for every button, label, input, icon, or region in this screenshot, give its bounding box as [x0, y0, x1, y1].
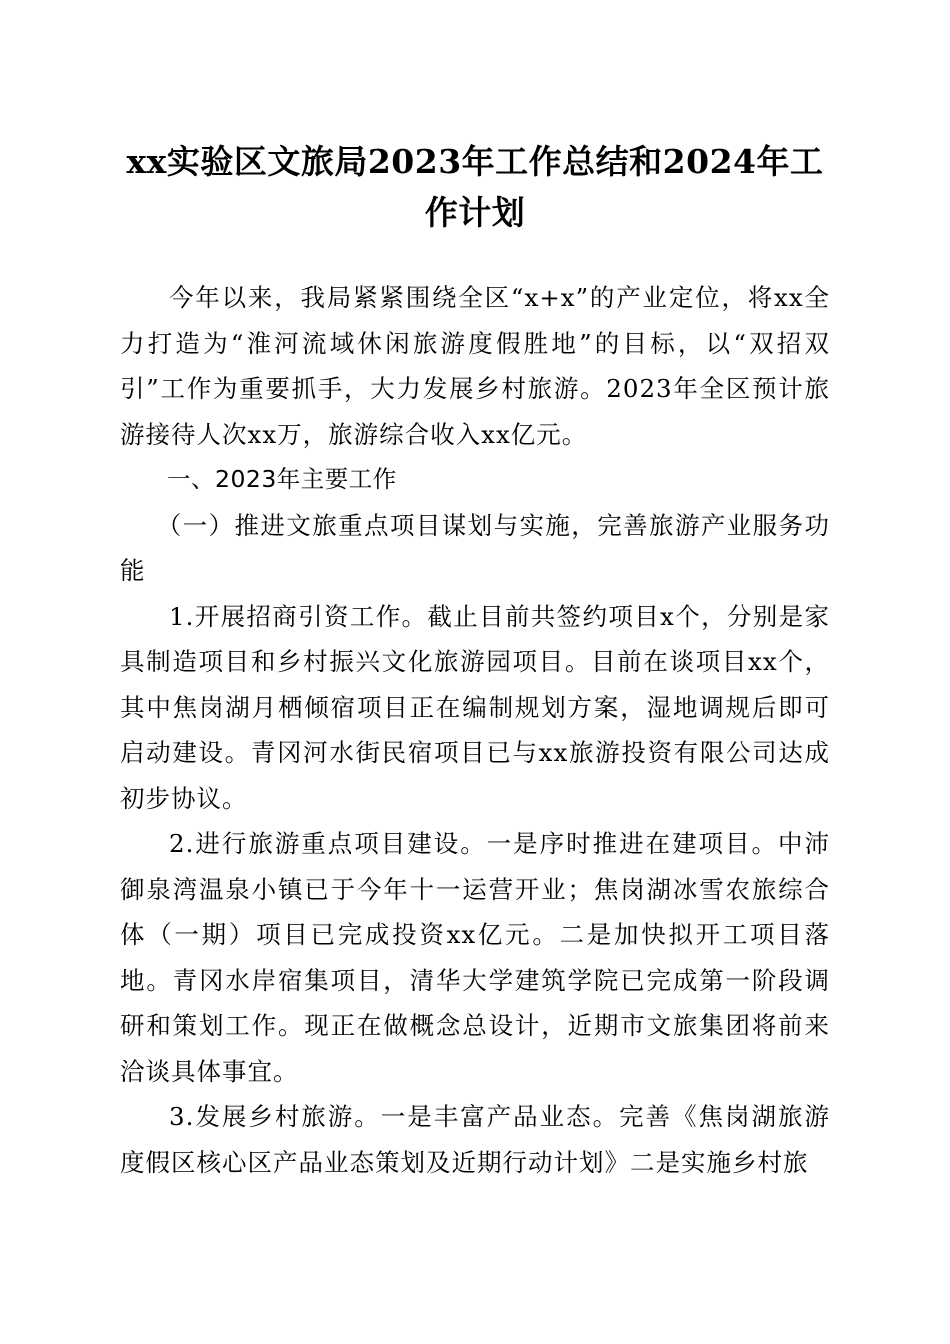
item-paragraph-1: 1.开展招商引资工作。截止目前共签约项目x个，分别是家具制造项目和乡村振兴文化旅游园项目。目前在谈项目xx个，其中焦岗湖月栖倾宿项目正在编制规划方案，湿地调规后即可启动建设。青冈河水街民宿项目已与xx旅游投资有限公司达成初步协议。 [120, 601, 830, 813]
item-paragraph-2: 2.进行旅游重点项目建设。一是序时推进在建项目。中沛御泉湾温泉小镇已于今年十一运营开业；焦岗湖冰雪农旅综合体（一期）项目已完成投资xx亿元。二是加快拟开工项目落地。青冈水岸宿集项目，清华大学建筑学院已完成第一阶段调研和策划工作。现正在做概念总设计，近期市文旅集团将前来洽谈具体事宜。 [120, 829, 830, 1086]
item-paragraph-3: 3.发展乡村旅游。一是丰富产品业态。完善《焦岗湖旅游度假区核心区产品业态策划及近期行动计划》二是实施乡村旅 [120, 1102, 830, 1177]
subsection-heading: （一）推进文旅重点项目谋划与实施，完善旅游产业服务功能 [120, 510, 830, 585]
section-heading: 一、2023年主要工作 [167, 465, 397, 493]
document-title [100, 136, 850, 238]
title-line-2: 作计划 [424, 193, 526, 232]
title-line-1: xx实验区文旅局2023年工作总结和2024年工 [126, 142, 824, 181]
document-body [120, 275, 830, 1185]
intro-paragraph: 今年以来，我局紧紧围绕全区“x+x”的产业定位，将xx全力打造为“淮河流域休闲旅游度假胜地”的目标，以“双招双引”工作为重要抓手，大力发展乡村旅游。2023年全区预计旅游接待人次xx万，旅游综合收入xx亿元。 [120, 283, 830, 449]
